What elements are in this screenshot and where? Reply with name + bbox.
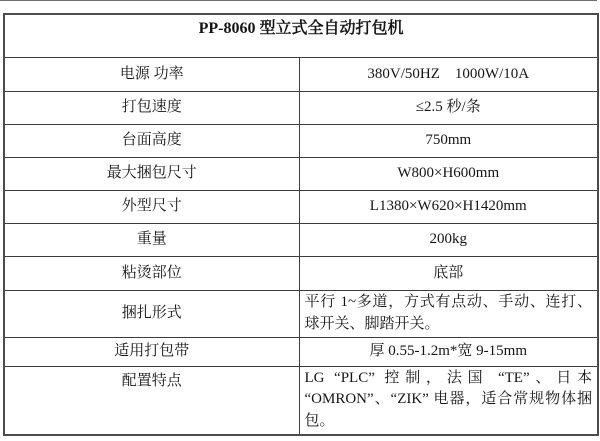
table-row [4,257,598,291]
spec-value-strapping-mode: 平行 1~多道，方式有点动、手动、连打、球开关、脚踏开关。 [299,291,598,338]
page-title: PP-8060 型立式全自动打包机 [4,14,598,58]
spec-label-strapping-mode: 捆扎形式 [4,291,299,338]
spec-label-features: 配置特点 [4,366,299,435]
spec-value-weight: 200kg [299,224,598,257]
table-row [4,224,598,257]
table-row [4,191,598,224]
table-row [4,125,598,158]
spec-value-seal-position: 底部 [299,257,598,291]
spec-value-speed: ≤2.5 秒/条 [299,92,598,125]
spec-value-max-bundle-size: W800×H600mm [299,158,598,191]
spec-label-power: 电源 功率 [4,58,299,92]
spec-label-seal-position: 粘烫部位 [4,257,299,291]
spec-label-weight: 重量 [4,224,299,257]
spec-label-dimensions: 外型尺寸 [4,191,299,224]
page-top-rule [0,0,597,1]
table-row [4,14,598,58]
spec-label-table-height: 台面高度 [4,125,299,158]
spec-value-strap-spec: 厚 0.55-1.2m*宽 9-15mm [299,337,598,366]
spec-table [3,13,599,436]
spec-value-dimensions: L1380×W620×H1420mm [299,191,598,224]
table-row [4,337,598,366]
table-row [4,366,598,435]
table-row [4,291,598,338]
spec-label-strap-spec: 适用打包带 [4,337,299,366]
table-row [4,92,598,125]
spec-value-table-height: 750mm [299,125,598,158]
spec-label-max-bundle-size: 最大捆包尺寸 [4,158,299,191]
table-row [4,158,598,191]
spec-label-speed: 打包速度 [4,92,299,125]
table-row [4,58,598,92]
spec-value-features: LG “PLC” 控制，法国 “TE”、日本 “OMRON”、“ZIK” 电器，适合常规物体捆包。 [299,366,598,435]
spec-value-power: 380V/50HZ 1000W/10A [299,58,598,92]
